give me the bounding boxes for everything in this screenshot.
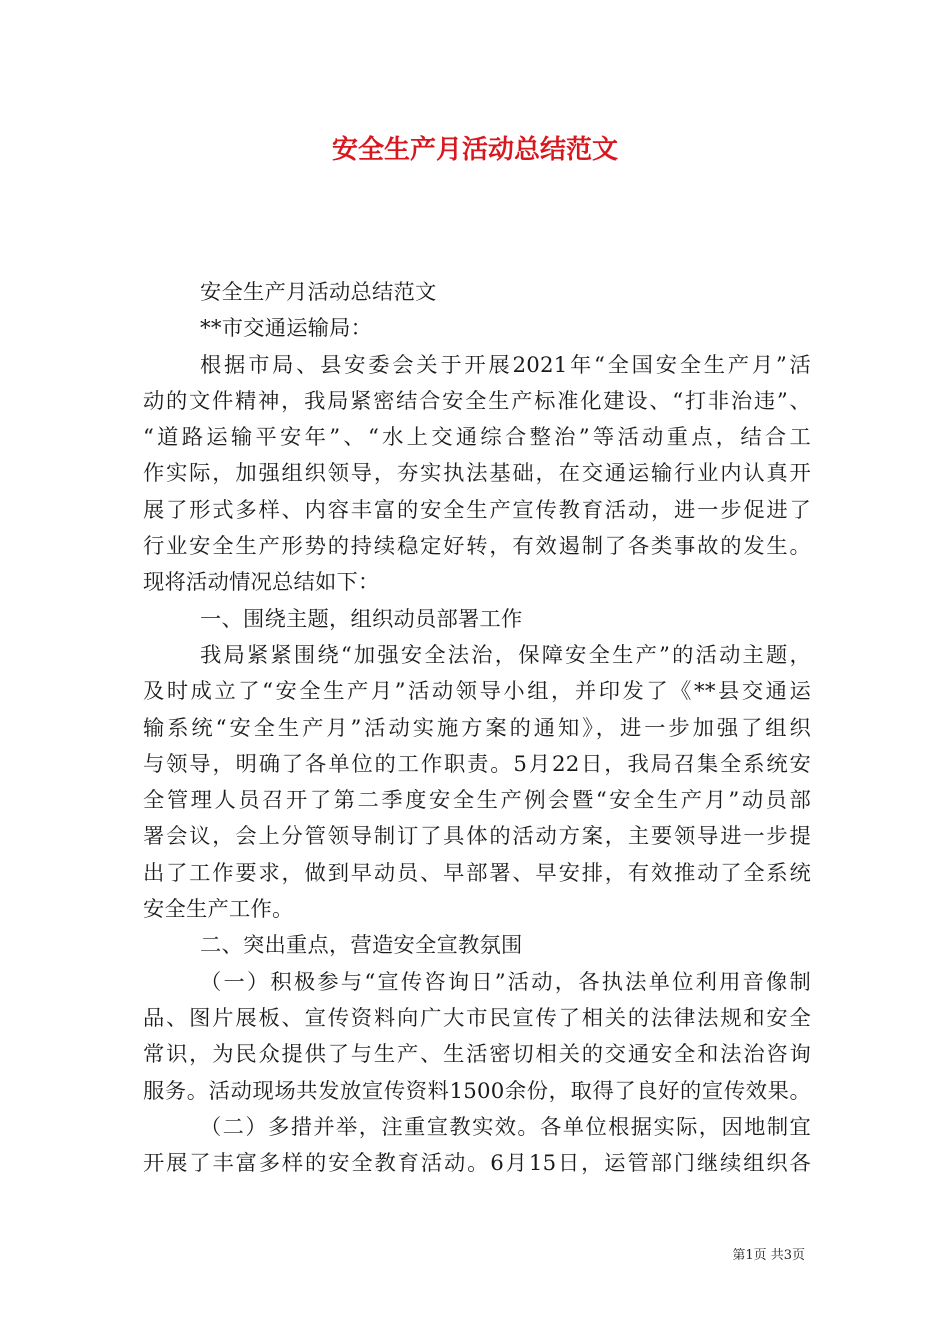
text-line: 作实际，加强组织领导，夯实执法基础，在交通运输行业内认真开 [143,461,811,487]
text-line: 根据市局、县安委会关于开展2021年“全国安全生产月”活 [200,352,811,378]
text-line: **市交通运输局： [200,316,373,342]
text-line: （一）积极参与“宣传咨询日”活动，各执法单位利用音像制 [200,969,811,995]
text-line: 出了工作要求，做到早动员、早部署、早安排，有效推动了全系统 [143,860,811,886]
text-line: 全管理人员召开了第二季度安全生产例会暨“安全生产月”动员部 [143,788,811,814]
text-line: 常识，为民众提供了与生产、生活密切相关的交通安全和法治咨询 [143,1042,811,1068]
document-title: 安全生产月活动总结范文 [331,135,618,165]
text-line: 二、突出重点，营造安全宣教氛围 [200,933,523,959]
text-line: 与领导，明确了各单位的工作职责。5月22日，我局召集全系统安 [143,751,811,777]
text-line: 开展了丰富多样的安全教育活动。6月15日，运管部门继续组织各 [143,1151,811,1177]
document-body [143,275,811,1182]
text-line: 及时成立了“安全生产月”活动领导小组，并印发了《**县交通运 [143,679,811,705]
text-line: 现将活动情况总结如下： [143,570,380,596]
text-line: 输系统“安全生产月”活动实施方案的通知》，进一步加强了组织 [143,715,811,741]
text-line: “道路运输平安年”、“水上交通综合整治”等活动重点，结合工 [143,425,811,451]
text-line: 我局紧紧围绕“加强安全法治，保障安全生产”的活动主题， [200,642,811,668]
page-number: 第1页 共3页 [732,1248,805,1263]
text-line: 署会议，会上分管领导制订了具体的活动方案，主要领导进一步提 [143,824,811,850]
text-line: 行业安全生产形势的持续稳定好转，有效遏制了各类事故的发生。 [143,534,811,560]
text-line: 安全生产工作。 [143,897,294,923]
text-line: 品、图片展板、宣传资料向广大市民宣传了相关的法律法规和安全 [143,1005,811,1031]
text-line: 服务。活动现场共发放宣传资料1500余份，取得了良好的宣传效果。 [143,1078,811,1104]
text-line: 一、围绕主题，组织动员部署工作 [200,606,523,632]
text-line: 动的文件精神，我局紧密结合安全生产标准化建设、“打非治违”、 [143,388,811,414]
text-line: 展了形式多样、内容丰富的安全生产宣传教育活动，进一步促进了 [143,497,811,523]
text-line: 安全生产月活动总结范文 [200,280,437,305]
text-line: （二）多措并举，注重宣教实效。各单位根据实际，因地制宜 [200,1114,811,1140]
